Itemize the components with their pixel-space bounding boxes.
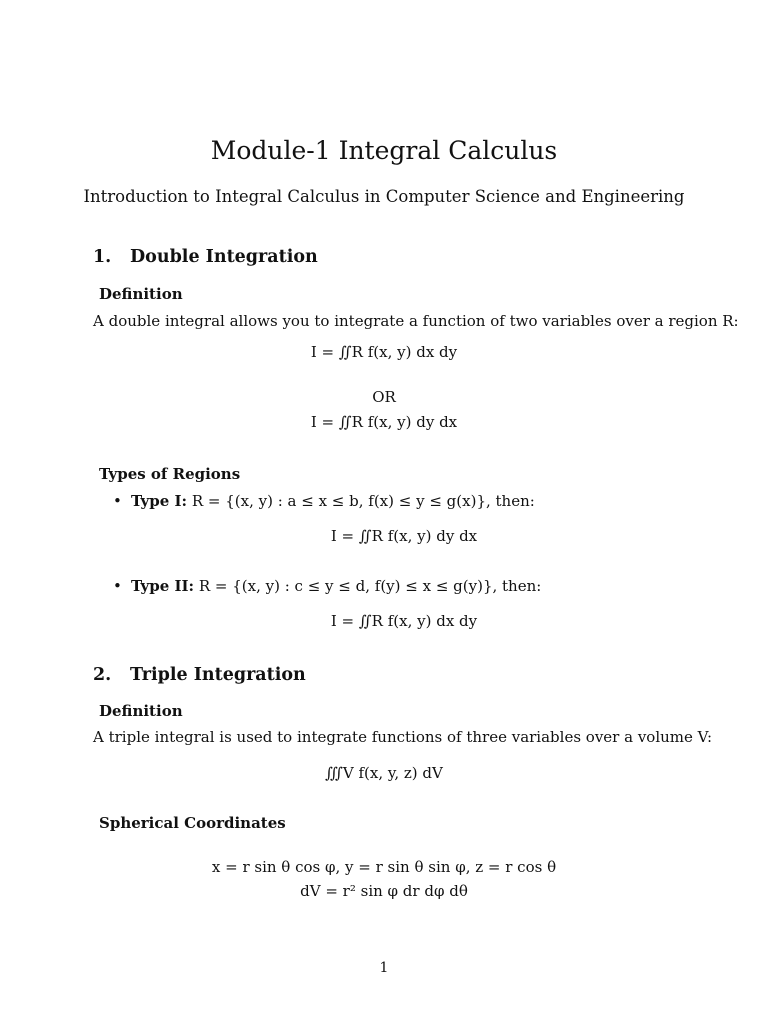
spherical-coordinates-heading: Spherical Coordinates <box>99 814 286 832</box>
spherical-coordinates-eq: x = r sin θ cos φ, y = r sin θ sin φ, z = r cos θ <box>211 858 557 876</box>
bullet-icon: • <box>113 492 122 510</box>
section-2-title: Triple Integration <box>130 665 306 685</box>
section-1-definition-text: A double integral allows you to integrate a function of two variables over a region R: <box>93 312 739 330</box>
page-number: 1 <box>379 960 389 976</box>
section-1-number: 1. <box>93 247 112 267</box>
double-integral-eq-1: I = ∬R f(x, y) dx dy <box>310 343 458 361</box>
list-item-type-1 <box>113 492 535 510</box>
type-2-equation: I = ∬R f(x, y) dx dy <box>330 612 478 630</box>
type-1-equation: I = ∬R f(x, y) dy dx <box>330 527 478 545</box>
type-2-text: R = {(x, y) : c ≤ y ≤ d, f(y) ≤ x ≤ g(y)}, then: <box>198 577 542 595</box>
triple-integral-eq: ∭V f(x, y, z) dV <box>325 764 443 782</box>
page-subtitle: Introduction to Integral Calculus in Computer Science and Engineering <box>83 187 685 206</box>
section-2-definition-heading: Definition <box>99 702 183 720</box>
section-2-number: 2. <box>93 665 112 685</box>
type-1-label: Type I: <box>131 492 188 510</box>
or-label: OR <box>372 388 396 406</box>
types-of-regions-heading: Types of Regions <box>99 465 241 483</box>
section-1-definition-heading: Definition <box>99 285 183 303</box>
bullet-icon: • <box>113 577 122 595</box>
page-title: Module-1 Integral Calculus <box>210 136 558 165</box>
section-2-heading <box>93 665 306 685</box>
section-2-definition-text: A triple integral is used to integrate functions of three variables over a volume V: <box>93 728 713 746</box>
double-integral-eq-2: I = ∬R f(x, y) dy dx <box>310 413 458 431</box>
type-2-label: Type II: <box>131 577 195 595</box>
section-1-title: Double Integration <box>130 247 318 267</box>
list-item-type-2 <box>113 577 541 595</box>
volume-element-eq: dV = r² sin φ dr dφ dθ <box>300 882 468 900</box>
section-1-heading <box>93 247 318 267</box>
type-1-text: R = {(x, y) : a ≤ x ≤ b, f(x) ≤ y ≤ g(x)}, then: <box>191 492 535 510</box>
